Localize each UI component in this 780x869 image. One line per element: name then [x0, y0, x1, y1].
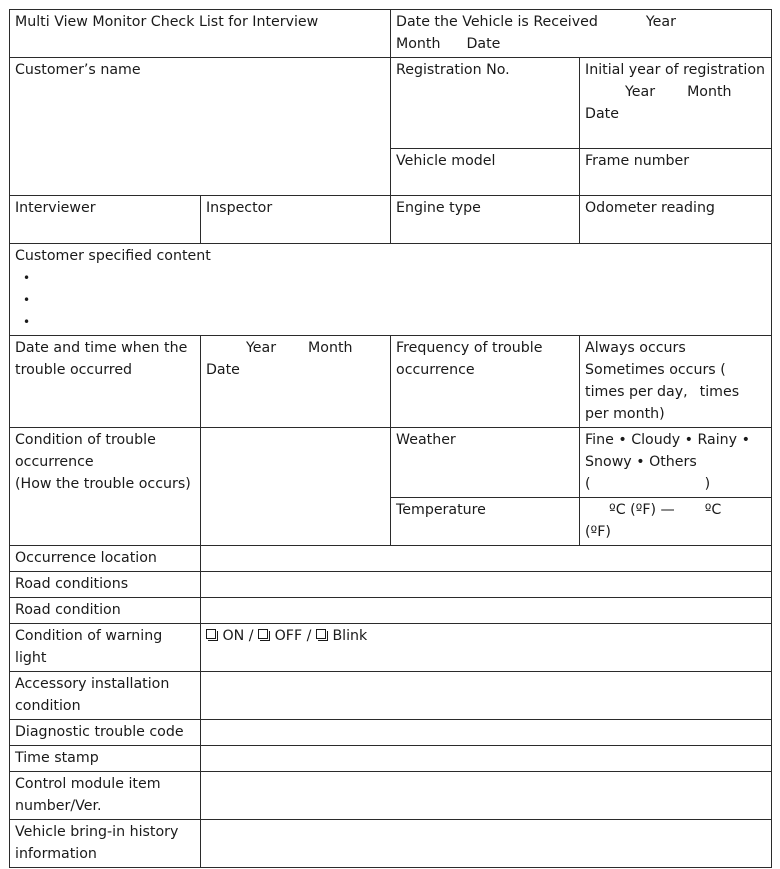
road-conditions-value-cell[interactable]: [201, 572, 772, 598]
temperature-value-cell[interactable]: [580, 498, 772, 546]
customer-name-label: Customer’s name: [15, 62, 141, 78]
time-stamp-label: Time stamp: [15, 750, 99, 766]
received-date-day-label: Date: [466, 36, 501, 52]
bullet-icon: •: [23, 271, 31, 285]
road-condition-label-cell: [10, 598, 201, 624]
weather-options[interactable]: Fine • Cloudy • Rainy • Snowy • Others: [585, 432, 750, 470]
initial-year-year-label: Year: [625, 84, 656, 100]
control-module-label-cell: [10, 772, 201, 820]
row-dtc: [10, 720, 772, 746]
customer-content-list: [15, 267, 766, 333]
road-condition-label: Road condition: [15, 602, 121, 618]
trouble-month-label: Month: [308, 340, 353, 356]
form-title: [10, 10, 391, 58]
row-customer-content: [10, 244, 772, 336]
row-trouble-datetime: [10, 336, 772, 428]
trouble-date-label: Date: [206, 362, 240, 378]
bullet-icon: •: [23, 315, 31, 329]
warning-light-label-cell: [10, 624, 201, 672]
freq-times-per-month: times per month): [585, 384, 740, 422]
occurrence-location-label: Occurrence location: [15, 550, 157, 566]
freq-sometimes-option[interactable]: Sometimes occurs (: [585, 362, 726, 378]
frequency-value-cell[interactable]: [580, 336, 772, 428]
frequency-label-cell: [391, 336, 580, 428]
temperature-label-cell: [391, 498, 580, 546]
row-customer: [10, 58, 772, 149]
registration-no-cell[interactable]: [391, 58, 580, 149]
row-condition-weather: [10, 428, 772, 498]
customer-content-cell[interactable]: [10, 244, 772, 336]
opt-on-label: ON /: [222, 628, 254, 644]
checkbox-off-icon[interactable]: [258, 629, 268, 639]
row-interviewer: [10, 196, 772, 244]
interviewer-label: Interviewer: [15, 200, 96, 216]
received-year-label: Year: [645, 14, 676, 30]
vehicle-model-label: Vehicle model: [396, 153, 496, 169]
row-warning-light: [10, 624, 772, 672]
freq-always-option[interactable]: Always occurs: [585, 340, 686, 356]
trouble-datetime-label-cell: [10, 336, 201, 428]
control-module-label: Control module item number/Ver.: [15, 776, 161, 814]
frame-number-label: Frame number: [585, 153, 690, 169]
initial-year-label: Initial year of registration: [585, 62, 765, 78]
vehicle-model-cell[interactable]: [391, 149, 580, 196]
received-date-label: Date the Vehicle is Received: [396, 14, 598, 30]
dtc-value-cell[interactable]: [201, 720, 772, 746]
weather-paren-close: ): [704, 476, 711, 492]
customer-name-cell[interactable]: [10, 58, 391, 196]
freq-times-per-day: times per day,: [585, 384, 688, 400]
control-module-value-cell[interactable]: [201, 772, 772, 820]
condition-label-cell: [10, 428, 201, 546]
temp-unit-to: ºC: [704, 502, 722, 518]
row-road-condition: [10, 598, 772, 624]
initial-year-cell[interactable]: [580, 58, 772, 149]
odometer-cell[interactable]: [580, 196, 772, 244]
occurrence-location-value-cell[interactable]: [201, 546, 772, 572]
frame-number-cell[interactable]: [580, 149, 772, 196]
opt-blink-label: Blink: [332, 628, 368, 644]
engine-type-cell[interactable]: [391, 196, 580, 244]
trouble-datetime-label: Date and time when the trouble occurred: [15, 340, 188, 378]
temperature-label: Temperature: [396, 502, 486, 518]
warning-light-label: Condition of warning light: [15, 628, 163, 666]
road-conditions-label: Road conditions: [15, 576, 129, 592]
bring-in-history-label-cell: [10, 820, 201, 868]
weather-value-cell[interactable]: [580, 428, 772, 498]
frequency-label: Frequency of trouble occurrence: [396, 340, 543, 378]
dtc-label-cell: [10, 720, 201, 746]
row-title: [10, 10, 772, 58]
received-month-label: Month: [396, 36, 441, 52]
trouble-datetime-value-cell[interactable]: [201, 336, 391, 428]
weather-label: Weather: [396, 432, 456, 448]
interview-checklist-table: [9, 9, 772, 868]
occurrence-location-label-cell: [10, 546, 201, 572]
form-title-text: Multi View Monitor Check List for Interview: [15, 14, 319, 30]
engine-type-label: Engine type: [396, 200, 481, 216]
road-conditions-label-cell: [10, 572, 201, 598]
bullet-icon: •: [23, 293, 31, 307]
initial-year-date-label: Date: [585, 106, 619, 122]
condition-value-cell[interactable]: [201, 428, 391, 546]
list-item[interactable]: [23, 311, 766, 333]
row-occurrence-location: [10, 546, 772, 572]
list-item[interactable]: [23, 267, 766, 289]
condition-label: Condition of trouble occurrence: [15, 432, 156, 470]
checkbox-blink-icon[interactable]: [316, 629, 326, 639]
dtc-label: Diagnostic trouble code: [15, 724, 184, 740]
row-time-stamp: [10, 746, 772, 772]
accessory-value-cell[interactable]: [201, 672, 772, 720]
row-bring-in-history: [10, 820, 772, 868]
list-item[interactable]: [23, 289, 766, 311]
accessory-label: Accessory installation condition: [15, 676, 170, 714]
row-accessory: [10, 672, 772, 720]
accessory-label-cell: [10, 672, 201, 720]
row-control-module: [10, 772, 772, 820]
odometer-label: Odometer reading: [585, 200, 715, 216]
received-date-cell[interactable]: [391, 10, 772, 58]
customer-content-label: Customer specified content: [15, 248, 211, 264]
inspector-cell[interactable]: [201, 196, 391, 244]
opt-off-label: OFF /: [274, 628, 312, 644]
checkbox-on-icon[interactable]: [206, 629, 216, 639]
row-road-conditions: [10, 572, 772, 598]
condition-sub-label: (How the trouble occurs): [15, 476, 191, 492]
bring-in-history-value-cell[interactable]: [201, 820, 772, 868]
inspector-label: Inspector: [206, 200, 273, 216]
warning-light-value-cell[interactable]: [201, 624, 772, 672]
interviewer-cell[interactable]: [10, 196, 201, 244]
trouble-year-label: Year: [246, 340, 277, 356]
temp-unit-f: (ºF): [585, 524, 611, 540]
temp-unit-from: ºC (ºF) —: [609, 502, 675, 518]
weather-label-cell: [391, 428, 580, 498]
initial-year-month-label: Month: [687, 84, 732, 100]
time-stamp-label-cell: [10, 746, 201, 772]
registration-no-label: Registration No.: [396, 62, 510, 78]
weather-paren-open: (: [585, 476, 591, 492]
time-stamp-value-cell[interactable]: [201, 746, 772, 772]
road-condition-value-cell[interactable]: [201, 598, 772, 624]
bring-in-history-label: Vehicle bring-in history information: [15, 824, 179, 862]
